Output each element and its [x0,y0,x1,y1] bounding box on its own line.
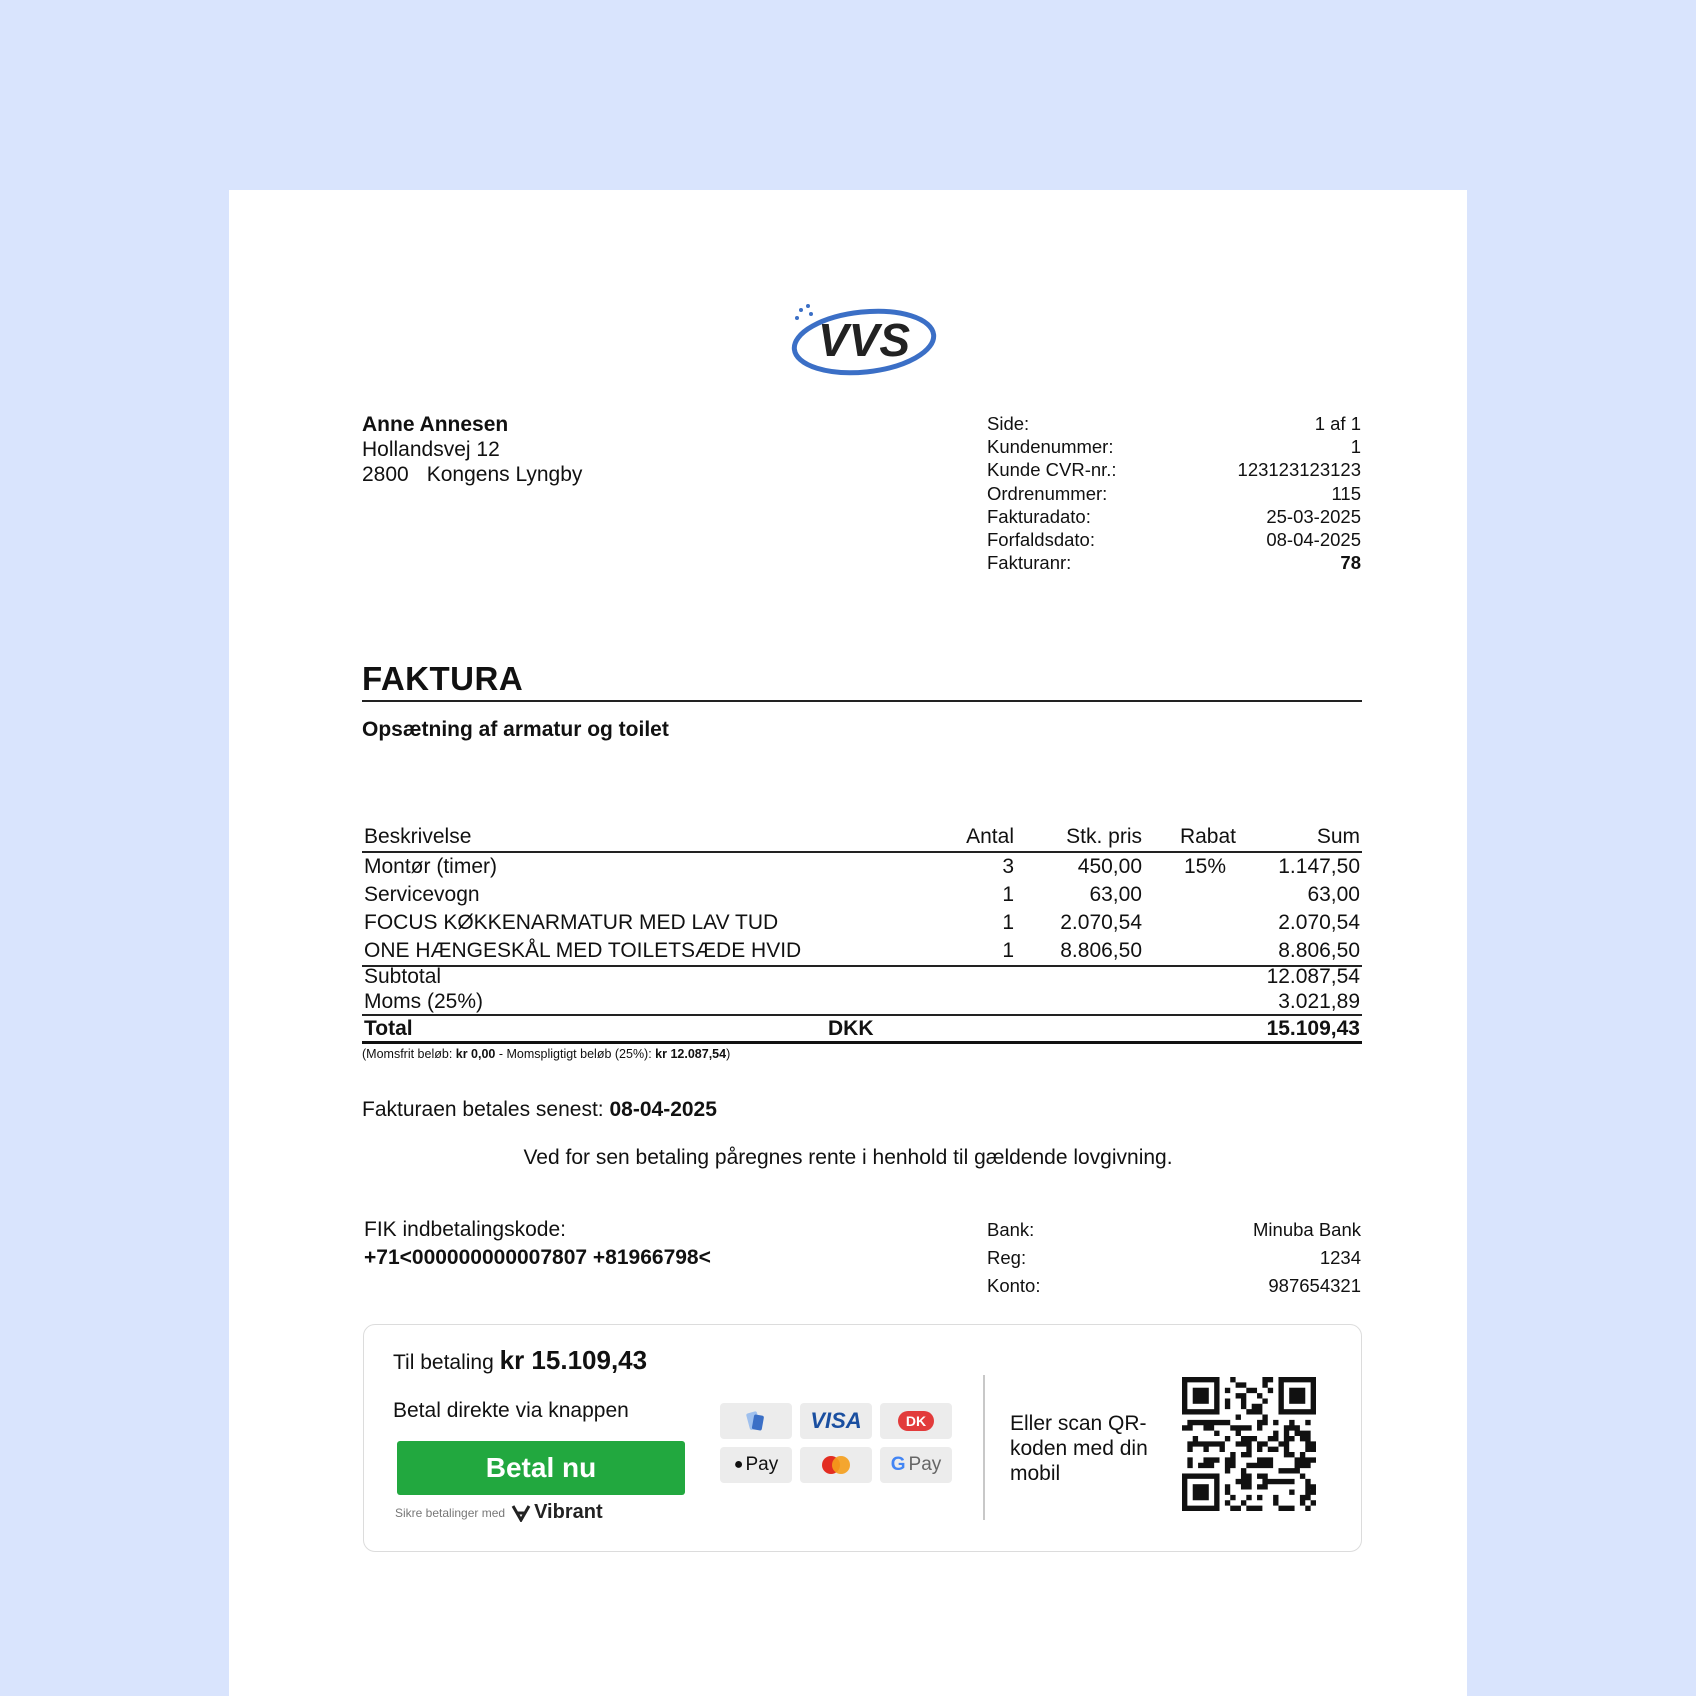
due-date: 08-04-2025 [609,1098,717,1121]
meta-label: Side: [987,413,1030,434]
row-discount [1144,909,1238,937]
vat-note-text: ) [726,1047,731,1061]
to-pay-label: Til betaling [393,1351,494,1374]
bank-details [987,1216,1361,1300]
vibrant-icon [511,1504,531,1522]
table-row [362,937,1362,966]
vat-label: Moms (25%) [364,990,484,1013]
row-discount: 15% [1183,855,1226,878]
meta-row-invoice-number [987,551,1361,574]
bank-value: 987654321 [1268,1275,1361,1296]
row-sum: 8.806,50 [1238,937,1362,966]
table-row [362,881,1362,909]
bank-label: Bank: [987,1219,1035,1240]
total-label: Total [364,1017,413,1040]
scan-qr-label: Eller scan QR-koden med din mobil [1010,1412,1148,1485]
header-discount: Rabat [1144,823,1238,852]
header-unit-price: Stk. pris [1016,823,1144,852]
row-sum: 1.147,50 [1278,855,1360,878]
meta-value: 123123123123 [1237,459,1361,481]
row-quantity: 3 [1002,855,1014,878]
row-quantity: 1 [1002,883,1014,906]
google-pay-icon [880,1447,952,1483]
row-sum: 2.070,54 [1278,911,1360,934]
pay-now-button[interactable]: Betal nu [397,1441,685,1495]
bank-label: Reg: [987,1247,1027,1268]
secure-label: Sikre betalinger med [395,1505,506,1520]
customer-zip: 2800 [362,463,409,486]
vat-row [362,989,1362,1014]
bank-label: Konto: [987,1275,1041,1296]
customer-address [362,412,582,487]
secure-payments [395,1501,603,1524]
vat-liable-amount: kr 12.087,54 [655,1047,727,1061]
to-pay-amount: kr 15.109,43 [499,1345,648,1375]
invoice-meta [987,412,1361,574]
due-date-line [362,1098,717,1122]
row-sum: 63,00 [1307,883,1360,906]
vat-value: 3.021,89 [1278,990,1360,1013]
meta-row [987,412,1361,435]
visa-text: VISA [810,1408,862,1433]
meta-row [987,458,1361,481]
meta-label: Kunde CVR-nr.: [987,459,1117,481]
invoice-subject: Opsætning af armatur og toilet [362,718,669,741]
vvs-logo-text: VVS [817,314,911,366]
row-discount [1144,937,1238,966]
pay-direct-label: Betal direkte via knappen [393,1399,629,1422]
header-sum: Sum [1238,823,1362,852]
meta-label: Fakturanr: [987,552,1072,574]
dankort-text: DK [898,1411,934,1431]
total-row [362,1014,1362,1044]
google-pay-text: Pay [908,1454,942,1475]
vat-note-text: (Momsfrit beløb: [362,1047,456,1061]
meta-value: 115 [1331,482,1361,504]
meta-row [987,435,1361,458]
interest-note: Ved for sen betaling påregnes rente i henhold til gældende lovgivning. [523,1146,1173,1169]
row-description: FOCUS KØKKENARMATUR MED LAV TUD [364,911,779,934]
meta-value: 08-04-2025 [1266,528,1361,550]
bank-row [987,1244,1361,1272]
header-quantity: Antal [922,823,1016,852]
row-discount [1144,881,1238,909]
customer-street: Hollandsvej 12 [362,438,500,461]
visa-icon [800,1403,872,1439]
meta-row [987,505,1361,528]
apple-pay-icon: ● Pay [720,1447,792,1483]
row-unit-price: 63,00 [1089,883,1142,906]
fik-code: +71<000000000007807 +81966798< [364,1246,711,1269]
customer-name: Anne Annesen [362,413,509,436]
row-unit-price: 8.806,50 [1016,937,1144,966]
meta-value: 25-03-2025 [1266,505,1361,527]
fik-label: FIK indbetalingskode: [364,1218,566,1241]
dankort-icon [880,1403,952,1439]
row-quantity: 1 [1002,911,1014,934]
vat-note [362,1047,730,1061]
bank-value: 1234 [1319,1247,1361,1268]
payment-methods [720,1403,954,1483]
google-g-text: G [890,1454,906,1475]
line-items-table [362,823,1362,967]
amount-to-pay [393,1345,647,1376]
meta-value: 1 af 1 [1314,413,1361,434]
customer-city: Kongens Lyngby [426,463,583,486]
table-row [362,909,1362,937]
total-value: 15.109,43 [1266,1017,1360,1040]
bank-row [987,1272,1361,1300]
due-label: Fakturaen betales senest: [362,1098,610,1121]
vvs-logo [789,300,939,380]
invoice-page [229,190,1467,1696]
row-quantity: 1 [922,937,1016,966]
bank-value: Minuba Bank [1253,1219,1361,1240]
apple-pay-text: Pay [745,1454,779,1475]
table-row [362,852,1362,881]
meta-label: Forfaldsdato: [987,528,1095,550]
meta-row [987,528,1361,551]
currency-label: DKK [828,1017,874,1040]
meta-row [987,482,1361,505]
mobilepay-icon [720,1403,792,1439]
fik-block [364,1216,711,1272]
totals-block [362,964,1362,1044]
vibrant-brand-name: Vibrant [534,1501,603,1523]
header-description: Beskrivelse [362,823,922,852]
divider [983,1375,985,1520]
payment-box [363,1324,1362,1552]
vibrant-logo [511,1501,603,1524]
meta-value: 1 [1350,436,1361,458]
row-unit-price: 450,00 [1077,855,1142,878]
subtotal-value: 12.087,54 [1266,965,1360,988]
meta-label: Fakturadato: [987,505,1091,527]
vat-free-amount: kr 0,00 [455,1047,496,1061]
row-description: ONE HÆNGESKÅL MED TOILETSÆDE HVID [362,937,922,966]
bank-row [987,1216,1361,1244]
row-unit-price: 2.070,54 [1060,911,1142,934]
subtotal-row [362,964,1362,989]
vat-note-text: - Momspligtigt beløb (25%): [495,1047,656,1061]
mastercard-icon [800,1447,872,1483]
meta-label: Ordrenummer: [987,482,1108,504]
meta-label: Kundenummer: [987,436,1114,458]
subtotal-label: Subtotal [364,965,442,988]
row-description: Servicevogn [364,883,480,906]
row-description: Montør (timer) [364,855,497,878]
invoice-number: 78 [1340,552,1361,574]
page-title: FAKTURA [362,660,1362,702]
table-header-row [362,823,1362,852]
qr-code[interactable] [1182,1377,1316,1511]
